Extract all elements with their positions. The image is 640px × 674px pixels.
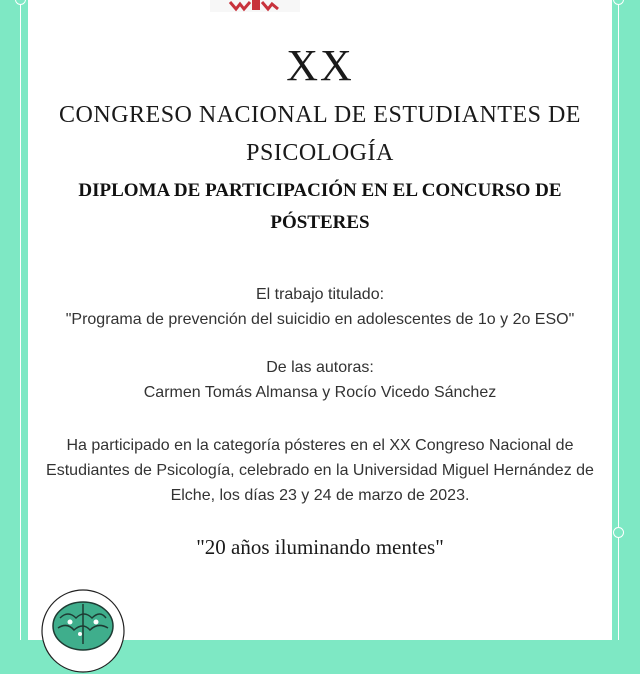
authors-names: Carmen Tomás Almansa y Rocío Vicedo Sánchez <box>143 384 497 401</box>
diploma-title-line1: DIPLOMA DE PARTICIPACIÓN EN EL CONCURSO DE <box>78 180 562 201</box>
diploma-sheet <box>28 0 612 640</box>
congress-motto: "20 años iluminando mentes" <box>196 535 444 559</box>
participation-line3: Elche, los días 23 y 24 de marzo de 2023. <box>170 487 470 504</box>
congress-title-line2: PSICOLOGÍA <box>246 140 394 166</box>
work-section <box>28 282 612 332</box>
frame-ring-top-left <box>15 0 26 5</box>
frame-ring-bottom-right <box>613 527 624 538</box>
frame-ring-top-right <box>613 0 624 5</box>
frame-line-right <box>618 0 619 640</box>
participation-section <box>28 433 612 508</box>
brain-logo-icon <box>40 588 126 674</box>
diploma-title-line2: PÓSTERES <box>270 212 370 233</box>
authors-section <box>28 355 612 405</box>
diploma-title <box>50 175 590 239</box>
work-title: "Programa de prevención del suicidio en adolescentes de 1o y 2o ESO" <box>65 311 575 328</box>
congress-title-line1: CONGRESO NACIONAL DE ESTUDIANTES DE <box>59 102 581 128</box>
congress-title <box>40 96 600 172</box>
frame-line-left <box>20 0 21 640</box>
authors-intro: De las autoras: <box>266 359 374 376</box>
congress-edition-numeral: XX <box>286 41 354 90</box>
work-intro: El trabajo titulado: <box>255 286 385 303</box>
university-logo-icon <box>210 0 300 12</box>
participation-line2: Estudiantes de Psicología, celebrado en la Universidad Miguel Hernández de <box>46 462 594 479</box>
participation-line1: Ha participado en la categoría pósteres en el XX Congreso Nacional de <box>66 437 574 454</box>
